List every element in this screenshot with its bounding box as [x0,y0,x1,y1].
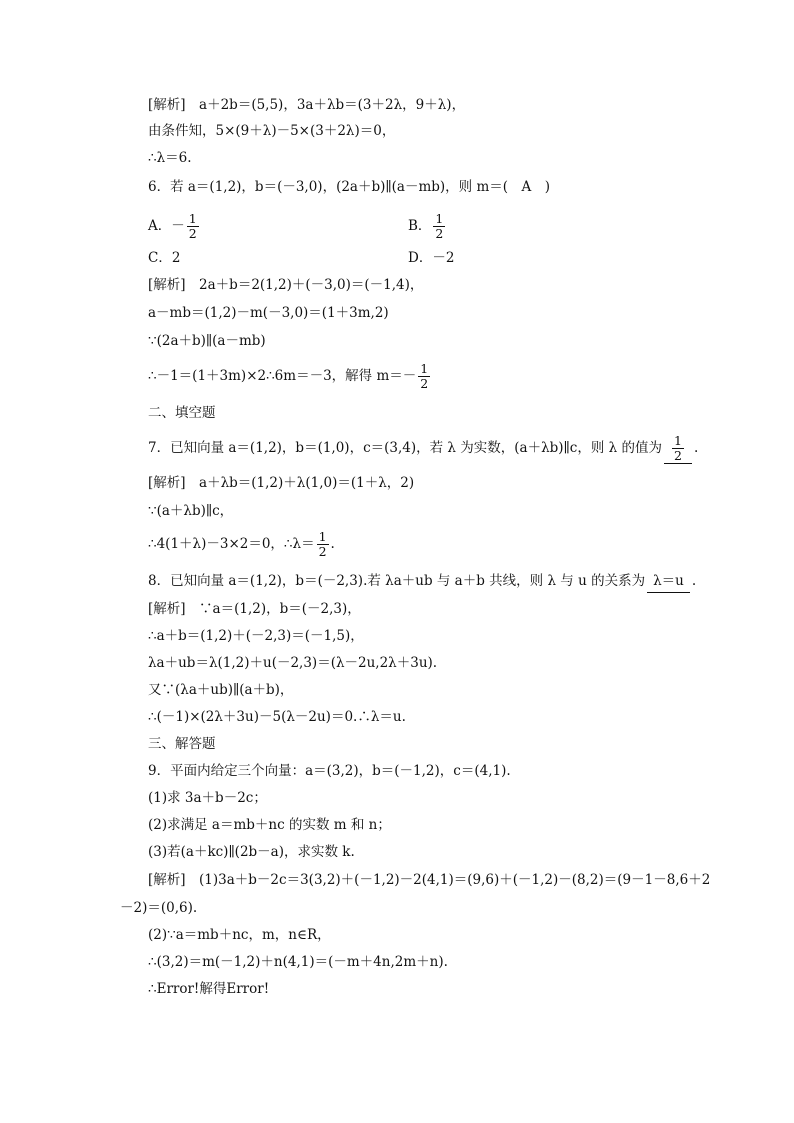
solution-9-line-3: (2)∵a＝mb＋nc，m，n∈R， [148,927,331,943]
section-answer: 三、解答题 [148,736,216,752]
solution-8-line-3: λa＋ub＝λ(1,2)＋u(－2,3)＝(λ－2u,2λ＋3u). [148,655,438,671]
solution-9-line-1: [解析] (1)3a＋b－2c＝3(3,2)＋(－1,2)－2(4,1)＝(9,6)＋(－1,2)－(8,2)＝(9－1－8,6＋2 [148,872,711,888]
option-a: A．－ $\frac{1}{2}$ [148,211,197,241]
solution-6-line-4: ∴－1＝(1＋3m)×2∴6m＝－3，解得 m＝－ $\frac{1}{2}$ [148,361,429,391]
question-9-part-3: (3)若(a＋kc)∥(2b－a)，求实数 k. [148,844,355,860]
answer-blank [664,434,692,464]
solution-8-line-1: [解析] ∵a＝(1,2)，b＝(－2,3)， [148,601,361,617]
option-b: B． $\frac{1}{2}$ [408,211,444,241]
solution-9-line-4: ∴(3,2)＝m(－1,2)＋n(4,1)＝(－m＋4n,2m＋n). [148,954,448,970]
answer-blank: λ＝u [647,570,690,593]
question-9-part-1: (1)求 3a＋b－2c； [148,790,267,806]
solution-6-line-3: ∵(2a＋b)∥(a－mb) [148,333,266,349]
section-fill-in: 二、填空题 [148,405,216,421]
question-9-part-2: (2)求满足 a＝mb＋nc 的实数 m 和 n； [148,817,391,833]
solution-5-line-2: 由条件知，5×(9＋λ)－5×(3＋2λ)＝0， [148,123,396,139]
solution-8-line-2: ∴a＋b＝(1,2)＋(－2,3)＝(－1,5)， [148,628,364,644]
solution-6-line-1: [解析] 2a＋b＝2(1,2)＋(－3,0)＝(－1,4)， [148,277,424,293]
solution-7-line-2: ∵(a＋λb)∥c， [148,503,234,519]
question-9: 9．平面内给定三个向量：a＝(3,2)，b＝(－1,2)，c＝(4,1). [148,763,511,779]
solution-5-line-3: ∴λ＝6. [148,150,192,166]
question-6: 6．若 a＝(1,2)，b＝(－3,0)，(2a＋b)∥(a－mb)，则 m＝( A ) [148,179,551,195]
fraction: $\frac{1}{2}$ [420,361,429,391]
solution-6-line-2: a－mb＝(1,2)－m(－3,0)＝(1＋3m,2) [148,305,389,321]
solution-7-line-3: ∴4(1＋λ)－3×2＝0，∴λ＝ $\frac{1}{2}$ . [148,529,335,559]
option-d: D．－2 [408,250,455,266]
fraction: $\frac{1}{2}$ [435,211,444,241]
solution-9-line-5: ∴Error!解得Error! [148,981,270,997]
fraction: $\frac{1}{2}$ [188,211,197,241]
fraction: $\frac{1}{2}$ [318,529,327,559]
solution-7-line-1: [解析] a＋λb＝(1,2)＋λ(1,0)＝(1＋λ，2) [148,475,415,491]
question-7: 7．已知向量 a＝(1,2)，b＝(1,0)，c＝(3,4)，若 λ 为实数，(a＋λb)∥c，则 λ 的值为 $\frac{1}{2}$ . [148,433,699,463]
solution-8-line-5: ∴(－1)×(2λ＋3u)－5(λ－2u)＝0.∴λ＝u. [148,709,406,725]
option-c: C．2 [148,250,181,266]
solution-5-line-1: [解析] a＋2b＝(5,5)，3a＋λb＝(3＋2λ，9＋λ)， [148,97,466,113]
fraction: $\frac{1}{2}$ [674,433,682,463]
solution-9-line-2: －2)＝(0,6). [120,900,198,916]
solution-8-line-4: 又∵(λa＋ub)∥(a＋b)， [148,682,294,698]
question-8: 8．已知向量 a＝(1,2)，b＝(－2,3).若 λa＋ub 与 a＋b 共线，则 λ 与 u 的关系为 λ＝u . [148,570,696,593]
